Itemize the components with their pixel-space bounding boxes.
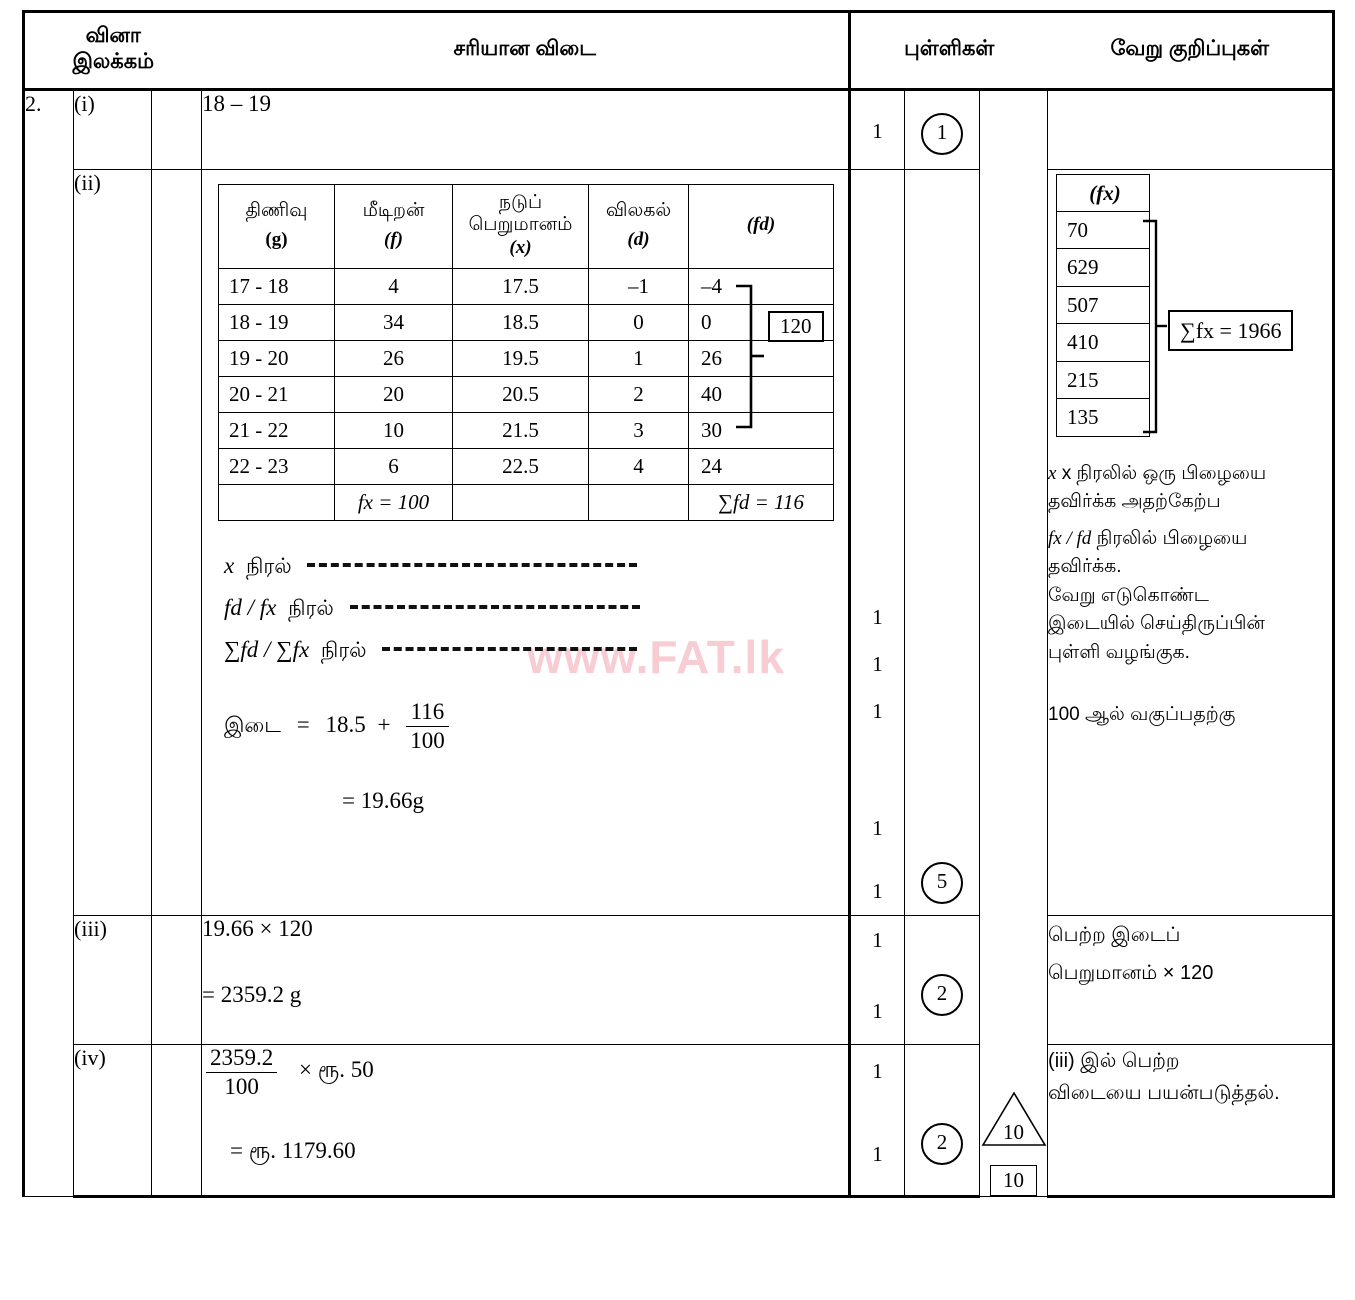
freq-header-x-l2: பெறுமானம் [468, 214, 573, 236]
criteria-x-math: x [224, 552, 235, 578]
row0-d: –1 [589, 268, 689, 304]
notes-ii-l1: x x நிரலில் ஒரு பிழையை [1048, 462, 1267, 484]
row5-f: 6 [335, 448, 453, 484]
row0-fd: –4 [689, 268, 834, 304]
row3-g: 20 - 21 [219, 376, 335, 412]
part-iv-line2: = ரூ. 1179.60 [230, 1137, 356, 1163]
row-part-iii [24, 915, 1334, 1044]
col-header-notes: வேறு குறிப்புகள் [1048, 12, 1334, 90]
fx-header: (fx) [1057, 174, 1150, 211]
row0-g: 17 - 18 [219, 268, 335, 304]
fx-header-row [1057, 174, 1150, 211]
row1-d: 0 [589, 304, 689, 340]
triangle-total [981, 1091, 1047, 1147]
criteria-list [224, 553, 848, 665]
table-header-row [24, 12, 1334, 90]
fd-group-total-value: 120 [768, 311, 824, 342]
freq-header-fd [689, 184, 834, 268]
row5-d: 4 [589, 448, 689, 484]
part-iii-note-l2: பெறுமானம் × 120 [1048, 961, 1214, 984]
fx-value-3: 410 [1057, 324, 1150, 361]
part-ii-mark-x: 1 [872, 604, 883, 629]
row5-fd: 24 [689, 448, 834, 484]
part-ii-marks [850, 169, 905, 915]
part-iv-multiplier: × ரூ. 50 [299, 1057, 374, 1083]
table-row [219, 448, 834, 484]
row0-x: 17.5 [453, 268, 589, 304]
mean-equals: = [296, 711, 310, 737]
fx-sum-value: ∑fx = 1966 [1168, 310, 1293, 352]
part-ii-circled-cell [905, 169, 980, 915]
freq-header-g-l2: (g) [265, 228, 288, 250]
total-f: fx = 100 [335, 484, 453, 520]
freq-header-f-l2: (f) [384, 228, 403, 250]
col-header-question [24, 12, 202, 90]
list-item [1057, 249, 1150, 286]
part-label-ii: (ii) [74, 169, 152, 915]
part-iii-spacer [152, 915, 202, 1044]
list-item [1057, 324, 1150, 361]
fd-group-total-box [768, 311, 824, 342]
row1-x: 18.5 [453, 304, 589, 340]
part-label-i: (i) [74, 89, 152, 169]
freq-header-d-l2: (d) [627, 228, 650, 250]
part-iv-fraction [206, 1045, 277, 1100]
row-part-ii [24, 169, 1334, 915]
fx-table [1056, 174, 1150, 437]
col-header-question-line1: வினா [85, 24, 141, 47]
notes-ii-l4: தவிர்க்க. [1048, 556, 1122, 577]
notes-ii-l6: இடையில் செய்திருப்பின் [1048, 613, 1265, 634]
part-i-circled-mark [905, 89, 980, 169]
part-iii-mark2: 1 [872, 998, 883, 1023]
circled-value: 2 [921, 1123, 963, 1165]
question-number: 2. [24, 89, 74, 1196]
part-iv-circled-cell [905, 1044, 980, 1196]
fx-value-2: 507 [1057, 286, 1150, 323]
row1-f: 34 [335, 304, 453, 340]
row4-x: 21.5 [453, 412, 589, 448]
fx-value-5: 135 [1057, 399, 1150, 436]
fx-group-bracket-icon [1140, 218, 1170, 436]
notes-ii-l3-math: fx / fd [1048, 527, 1092, 549]
mean-fraction-numerator: 116 [406, 699, 449, 727]
total-blank-x [453, 484, 589, 520]
fd-group-bracket-icon [734, 283, 768, 431]
col-header-question-line2: இலக்கம் [72, 50, 155, 74]
row5-g: 22 - 23 [219, 448, 335, 484]
row4-g: 21 - 22 [219, 412, 335, 448]
row5-x: 22.5 [453, 448, 589, 484]
part-iv-fraction-numerator: 2359.2 [206, 1045, 277, 1073]
fx-value-1: 629 [1057, 249, 1150, 286]
part-iii-answer [202, 915, 850, 1044]
part-label-iv: (iv) [74, 1044, 152, 1196]
criteria-sum-math: ∑fd / ∑fx [224, 636, 310, 662]
criteria-x-dashes [307, 563, 637, 567]
row2-fd: 26 [689, 340, 834, 376]
mean-fraction [406, 699, 449, 754]
notes-ii-l1-text: x நிரலில் ஒரு பிழையை [1061, 462, 1267, 484]
part-iv-note-l2: விடையை பயன்படுத்தல். [1048, 1081, 1280, 1104]
part-ii-answer [202, 169, 850, 915]
total-fd: ∑fd = 116 [689, 484, 834, 520]
list-item [1057, 361, 1150, 398]
part-iii-line2: = 2359.2 g [202, 981, 302, 1007]
part-i-answer: 18 – 19 [202, 89, 850, 169]
list-item [1057, 399, 1150, 436]
notes-ii-l8: 100 ஆல் வகுப்பதற்கு [1048, 704, 1236, 725]
criteria-row-x [224, 553, 848, 581]
part-i-spacer [152, 89, 202, 169]
row1-g: 18 - 19 [219, 304, 335, 340]
freq-header-f-l1: மீடிறன் [362, 199, 425, 221]
part-iii-note-text [1048, 916, 1332, 992]
part-iv-notes [1048, 1044, 1334, 1196]
mean-base: 18.5 [325, 711, 366, 737]
part-label-iii: (iii) [74, 915, 152, 1044]
part-iv-fraction-denominator: 100 [224, 1073, 259, 1099]
triangle-total-value: 10 [1003, 1119, 1025, 1144]
box-total [980, 1165, 1047, 1196]
criteria-fdfx-dashes [350, 605, 640, 609]
notes-ii-l5: வேறு எடுகொண்ட [1048, 584, 1209, 606]
row4-f: 10 [335, 412, 453, 448]
total-blank-g [219, 484, 335, 520]
grand-total-cell [980, 89, 1048, 1196]
mean-line1 [224, 699, 848, 754]
freq-header-row [219, 184, 834, 268]
row1-fd: 0 [689, 304, 834, 340]
part-iii-note-l1: பெற்ற இடைப் [1048, 923, 1181, 946]
circled-value: 1 [921, 113, 963, 155]
row3-d: 2 [589, 376, 689, 412]
part-ii-mark-result: 1 [872, 878, 883, 903]
frequency-table-wrap [210, 184, 856, 521]
mean-label: இடை [224, 713, 282, 737]
row-part-i [24, 89, 1334, 169]
freq-header-fd-l1: (fd) [746, 214, 776, 236]
criteria-fdfx-math: fd / fx [224, 594, 277, 620]
fx-sum-box [1168, 310, 1293, 352]
part-iv-mark2: 1 [872, 1141, 883, 1166]
col-header-answer: சரியான விடை [202, 12, 850, 90]
freq-header-x [453, 184, 589, 268]
part-ii-notes [1048, 169, 1334, 915]
row0-f: 4 [335, 268, 453, 304]
marking-scheme-sheet [22, 10, 1332, 1288]
criteria-fdfx-tamil: நிரல் [288, 596, 334, 620]
circled-value: 2 [921, 974, 963, 1016]
part-iii-line1: 19.66 × 120 [202, 915, 313, 941]
row4-fd: 30 [689, 412, 834, 448]
part-ii-spacer [152, 169, 202, 915]
mean-result: = 19.66g [342, 787, 424, 813]
part-iv-note-text [1048, 1045, 1332, 1109]
row3-f: 20 [335, 376, 453, 412]
criteria-sum-tamil: நிரல் [320, 638, 367, 662]
part-iii-notes [1048, 915, 1334, 1044]
part-ii-mark-sum: 1 [872, 698, 883, 723]
row3-x: 20.5 [453, 376, 589, 412]
watermark: www.FAT.lk [527, 631, 785, 683]
part-iii-marks [850, 915, 905, 1044]
criteria-x-tamil: நிரல் [245, 554, 292, 578]
row4-d: 3 [589, 412, 689, 448]
circled-value: 5 [921, 862, 963, 904]
part-i-notes [1048, 89, 1334, 169]
part-i-mark: 1 [850, 89, 905, 169]
col-header-marks: புள்ளிகள் [850, 12, 1048, 90]
mean-calculation [224, 699, 848, 814]
mean-fraction-denominator: 100 [410, 727, 445, 753]
freq-total-row [219, 484, 834, 520]
part-iii-circled-cell [905, 915, 980, 1044]
freq-header-x-l3: (x) [509, 237, 532, 259]
part-iv-line1 [202, 1045, 848, 1100]
total-blank-d [589, 484, 689, 520]
criteria-sum-dashes [382, 647, 637, 651]
row2-g: 19 - 20 [219, 340, 335, 376]
notes-ii-l3-text: நிரலில் பிழையை [1096, 527, 1248, 549]
row-part-iv [24, 1044, 1334, 1196]
part-iv-spacer [152, 1044, 202, 1196]
freq-header-d-l1: விலகல் [605, 199, 672, 221]
marking-scheme-table [22, 10, 1335, 1198]
part-iv-note-l1: (iii) இல் பெற்ற [1048, 1049, 1180, 1072]
criteria-row-sum [224, 637, 848, 665]
row2-x: 19.5 [453, 340, 589, 376]
freq-header-g [219, 184, 335, 268]
criteria-row-fdfx [224, 595, 848, 623]
fx-value-4: 215 [1057, 361, 1150, 398]
list-item [1057, 286, 1150, 323]
part-iv-mark1: 1 [872, 1058, 883, 1083]
part-iv-marks [850, 1044, 905, 1196]
list-item [1057, 211, 1150, 248]
notes-ii-l3 [1048, 525, 1332, 554]
row3-fd: 40 [689, 376, 834, 412]
row2-f: 26 [335, 340, 453, 376]
freq-header-f [335, 184, 453, 268]
freq-header-d [589, 184, 689, 268]
part-iii-mark1: 1 [872, 927, 883, 952]
box-total-value: 10 [990, 1165, 1037, 1196]
part-iv-answer [202, 1044, 850, 1196]
notes-ii-l7: புள்ளி வழங்குக. [1048, 641, 1190, 663]
freq-header-x-l1: நடுப் [498, 191, 543, 213]
row2-d: 1 [589, 340, 689, 376]
part-ii-mark-mean: 1 [872, 815, 883, 840]
part-ii-mark-fdfx: 1 [872, 651, 883, 676]
fx-summary-block [1048, 170, 1332, 460]
fx-value-0: 70 [1057, 211, 1150, 248]
mean-plus: + [377, 711, 391, 737]
notes-ii-text [1048, 460, 1332, 730]
freq-header-g-l1: திணிவு [245, 199, 308, 221]
notes-ii-l2: தவிர்க்க அதற்கேற்ப [1048, 491, 1221, 512]
